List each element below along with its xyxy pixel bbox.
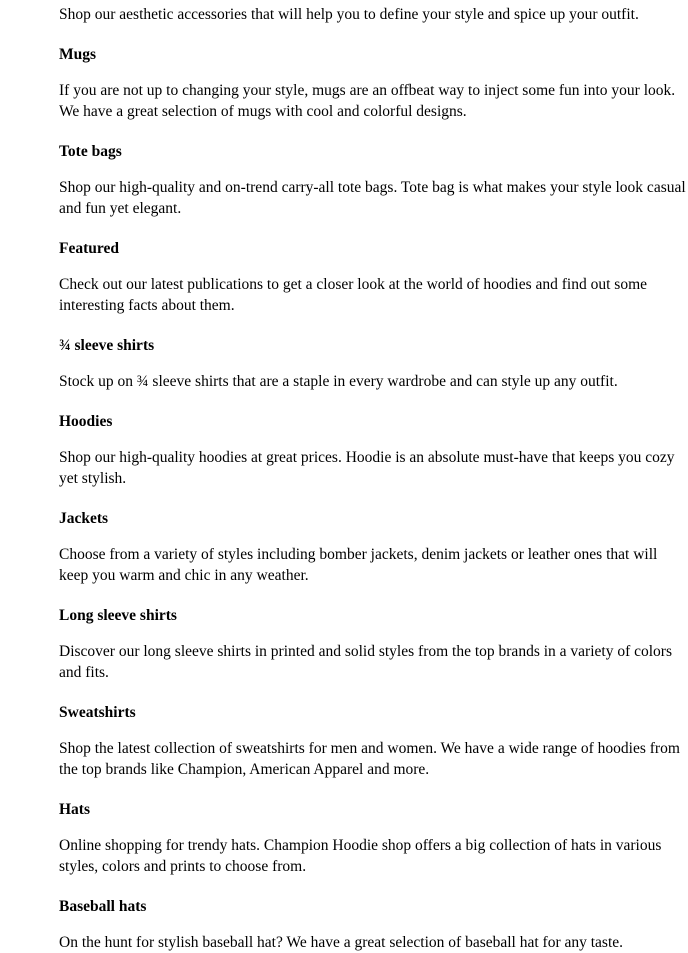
section-heading: Sweatshirts — [59, 704, 136, 721]
section-heading: Baseball hats — [59, 898, 147, 915]
section-mugs — [59, 45, 687, 122]
document-body — [59, 0, 687, 953]
section-heading: ¾ sleeve shirts — [59, 337, 155, 354]
section-jackets — [59, 509, 687, 586]
section-tote-bags — [59, 142, 687, 219]
section-description: Check out our latest publications to get a closer look at the world of hoodies and find out some interesting facts about them. — [59, 276, 648, 314]
section-heading: Hoodies — [59, 413, 113, 430]
section-description: Stock up on ¾ sleeve shirts that are a staple in every wardrobe and can style up any outfit. — [59, 373, 618, 390]
section-heading: Mugs — [59, 46, 97, 63]
section-heading: Featured — [59, 240, 119, 257]
section-sweatshirts — [59, 703, 687, 780]
section-heading: Long sleeve shirts — [59, 607, 177, 624]
section-baseball-hats — [59, 897, 687, 953]
section-description: If you are not up to changing your style, mugs are an offbeat way to inject some fun into your look. We have a great selection of mugs with cool and colorful designs. — [59, 82, 676, 120]
section-description: Online shopping for trendy hats. Champion Hoodie shop offers a big collection of hats in various styles, colors and prints to choose from. — [59, 837, 662, 875]
section-long-sleeve-shirts — [59, 606, 687, 683]
section-three-quarter-sleeve-shirts — [59, 336, 687, 392]
section-description: Shop the latest collection of sweatshirts for men and women. We have a wide range of hoodies from the top brands like Champion, American Apparel and more. — [59, 740, 680, 778]
intro-paragraph: Shop our aesthetic accessories that will help you to define your style and spice up your outfit. — [59, 6, 639, 23]
section-hoodies — [59, 412, 687, 489]
section-heading: Tote bags — [59, 143, 122, 160]
section-featured — [59, 239, 687, 316]
section-heading: Jackets — [59, 510, 109, 527]
section-hats — [59, 800, 687, 877]
section-description: Choose from a variety of styles including bomber jackets, denim jackets or leather ones that will keep you warm and chic in any weather. — [59, 546, 658, 584]
section-heading: Hats — [59, 801, 90, 818]
section-description: Shop our high-quality hoodies at great prices. Hoodie is an absolute must-have that keeps you cozy yet stylish. — [59, 449, 675, 487]
section-description: On the hunt for stylish baseball hat? We have a great selection of baseball hat for any taste. — [59, 934, 624, 951]
section-description: Discover our long sleeve shirts in printed and solid styles from the top brands in a variety of colors and fits. — [59, 643, 672, 681]
section-description: Shop our high-quality and on-trend carry-all tote bags. Tote bag is what makes your style look casual and fun yet elegant. — [59, 179, 686, 217]
